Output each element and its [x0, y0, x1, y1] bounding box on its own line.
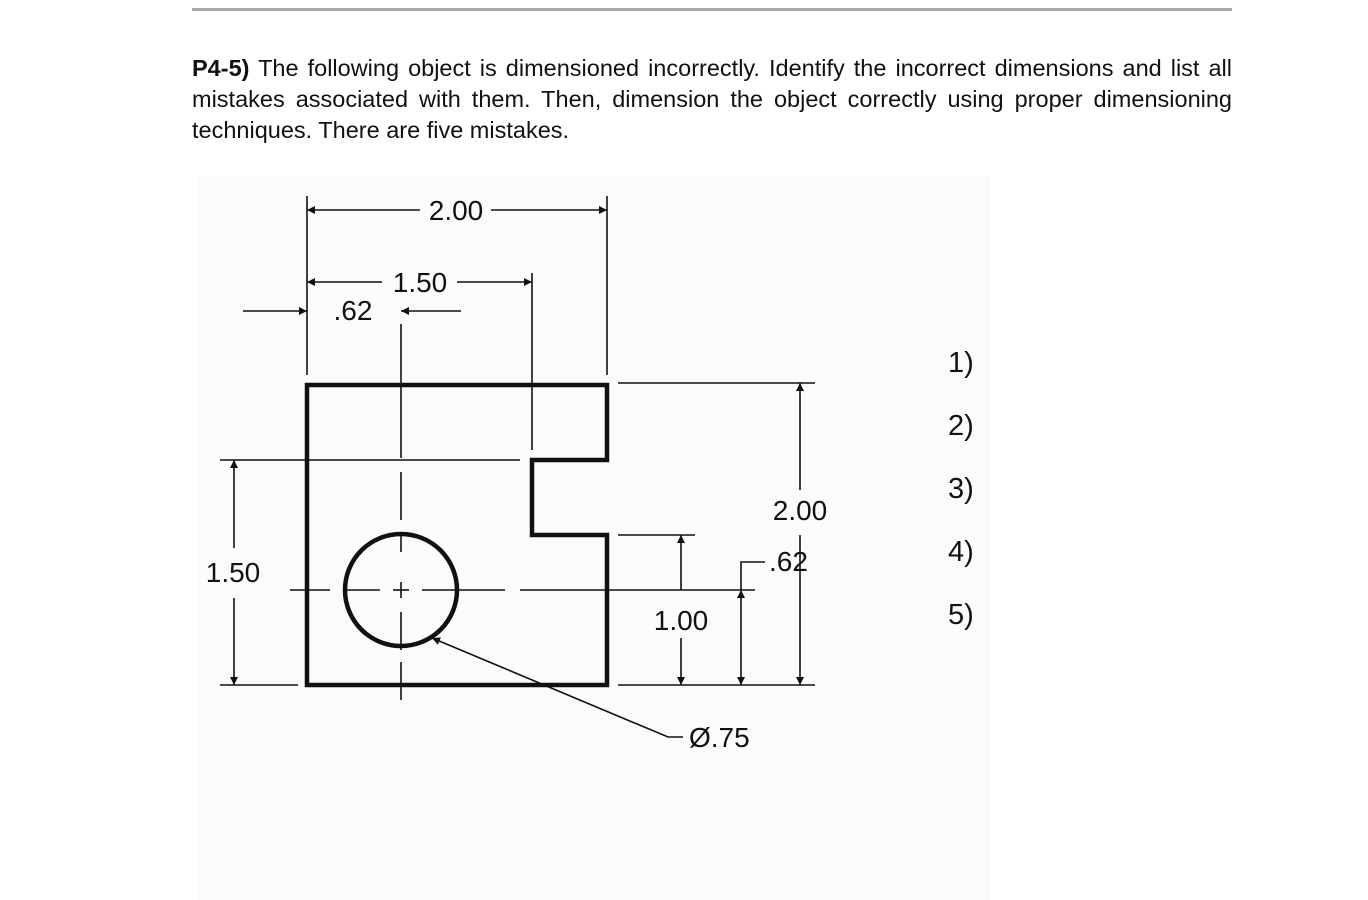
answer-list: [948, 345, 974, 660]
dim-text-hole-offset: .62: [333, 295, 373, 326]
answer-item: 4): [948, 536, 974, 568]
hole-centerlines: [290, 324, 755, 700]
problem-text: The following object is dimensioned incorrectly. Identify the incorrect dimensions and list all mistakes associated with them. Then, dimension the object correctly using proper dimensioning techniques. There are five mistakes.: [192, 55, 1232, 143]
dim-text-hole-height: .62: [769, 546, 808, 577]
answer-item: 5): [948, 599, 974, 631]
dim-text-top-overall: 2.00: [428, 195, 484, 226]
diameter-leader: [432, 638, 683, 737]
answer-item: 2): [948, 410, 974, 442]
dim-text-right-overall: 2.00: [772, 495, 828, 526]
dim-text-notch-height: 1.00: [653, 605, 709, 636]
dim-text-left-height: 1.50: [205, 557, 261, 588]
hole-height-leader: [741, 562, 765, 590]
problem-label: P4-5): [192, 55, 250, 81]
dim-text-hole-diameter: Ø.75: [689, 722, 750, 753]
answer-item: 3): [948, 473, 974, 505]
object-outline: [307, 385, 607, 685]
answer-item: 1): [948, 347, 974, 379]
dim-text-top-notch: 1.50: [392, 267, 448, 298]
